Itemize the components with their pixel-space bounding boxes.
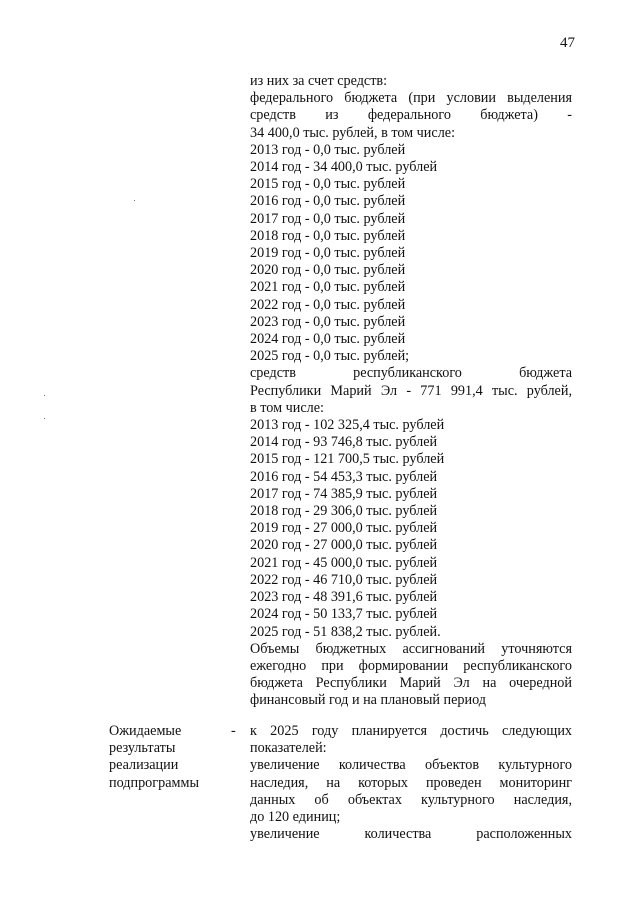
financing-line: 2021 год - 0,0 тыс. рублей (250, 279, 406, 296)
financing-line: 2016 год - 0,0 тыс. рублей (250, 193, 406, 210)
expected-results-text (250, 723, 572, 843)
financing-line: 2022 год - 0,0 тыс. рублей (250, 296, 406, 313)
financing-line: 2020 год - 0,0 тыс. рублей (250, 262, 406, 279)
results-line: наследия, на которых проведен мониторинг (250, 774, 572, 791)
results-line: данных об объектах культурного наследия, (250, 791, 572, 808)
financing-line: 2013 год - 0,0 тыс. рублей (250, 141, 406, 158)
expected-results-label (109, 723, 229, 792)
financing-line: Республики Марий Эл - 771 991,4 тыс. рублей, (250, 382, 572, 399)
label-line: реализации (109, 757, 179, 774)
financing-line: 2023 год - 48 391,6 тыс. рублей (250, 589, 438, 606)
financing-line: 2018 год - 0,0 тыс. рублей (250, 227, 406, 244)
results-line: показателей: (250, 740, 327, 757)
financing-line: 2015 год - 0,0 тыс. рублей (250, 176, 406, 193)
financing-line: из них за счет средств: (250, 73, 388, 89)
scan-speck (134, 200, 135, 201)
financing-line: 2025 год - 51 838,2 тыс. рублей. (250, 623, 441, 640)
financing-line: 2024 год - 50 133,7 тыс. рублей (250, 606, 438, 623)
financing-line: 2018 год - 29 306,0 тыс. рублей (250, 503, 438, 520)
results-line: увеличение количества расположенных (250, 826, 572, 843)
financing-line: средств республиканского бюджета (250, 365, 572, 382)
financing-line: 34 400,0 тыс. рублей, в том числе: (250, 124, 456, 141)
financing-line: 2016 год - 54 453,3 тыс. рублей (250, 468, 438, 485)
financing-line: 2019 год - 27 000,0 тыс. рублей (250, 520, 438, 537)
results-line: увеличение количества объектов культурного (250, 757, 572, 774)
scan-speck (44, 395, 45, 396)
financing-line: в том числе: (250, 399, 324, 416)
scan-speck (44, 418, 45, 419)
financing-line: Объемы бюджетных ассигнований уточняются (250, 640, 572, 657)
label-line: Ожидаемые (109, 723, 182, 739)
financing-line: 2024 год - 0,0 тыс. рублей (250, 331, 406, 348)
financing-line: 2017 год - 0,0 тыс. рублей (250, 210, 406, 227)
financing-line: 2022 год - 46 710,0 тыс. рублей (250, 571, 438, 588)
financing-line: 2013 год - 102 325,4 тыс. рублей (250, 417, 445, 434)
label-dash: - (231, 723, 236, 739)
financing-line: 2014 год - 34 400,0 тыс. рублей (250, 159, 438, 176)
results-line: до 120 единиц; (250, 809, 341, 826)
financing-text-block (250, 73, 572, 710)
financing-line: бюджета Республики Марий Эл на очередной (250, 675, 572, 692)
financing-line: ежегодно при формировании республиканского (250, 657, 572, 674)
financing-line: 2015 год - 121 700,5 тыс. рублей (250, 451, 445, 468)
financing-line: федерального бюджета (при условии выделения (250, 90, 572, 107)
financing-line: 2020 год - 27 000,0 тыс. рублей (250, 537, 438, 554)
results-line: к 2025 году планируется достичь следующих (250, 723, 572, 739)
financing-line: 2023 год - 0,0 тыс. рублей (250, 313, 406, 330)
label-line: результаты (109, 740, 176, 757)
page-number: 47 (560, 35, 575, 51)
financing-line: 2025 год - 0,0 тыс. рублей; (250, 348, 410, 365)
financing-line: 2014 год - 93 746,8 тыс. рублей (250, 434, 438, 451)
financing-line: финансовый год и на плановый период (250, 692, 487, 709)
label-line: подпрограммы (109, 774, 199, 791)
financing-line: 2021 год - 45 000,0 тыс. рублей (250, 554, 438, 571)
financing-line: 2019 год - 0,0 тыс. рублей (250, 245, 406, 262)
financing-line: 2017 год - 74 385,9 тыс. рублей (250, 485, 438, 502)
financing-line: средств из федерального бюджета) - (250, 107, 572, 124)
